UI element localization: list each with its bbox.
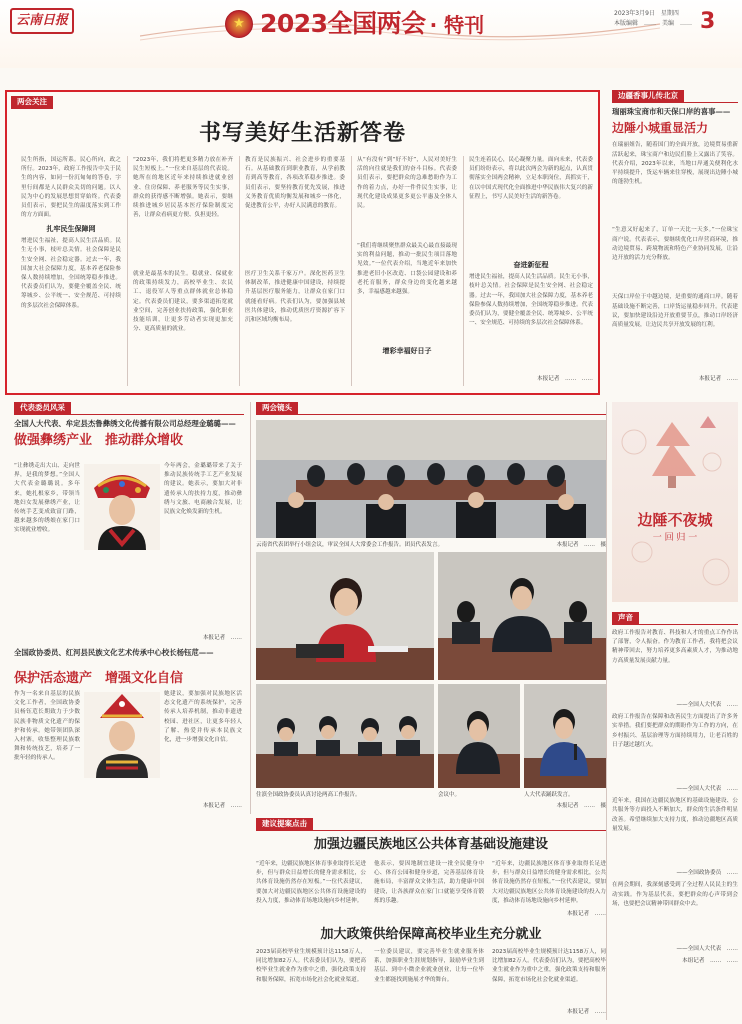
lead-tagrow <box>11 96 594 109</box>
proposal-byline: 本报记者 …… <box>566 1009 606 1015</box>
story-headline: 边陲小城重显活力 <box>612 121 709 135</box>
proposal-headline: 加强边疆民族地区公共体育基础设施建设 <box>313 837 548 852</box>
lead-subhead: 扎牢民生保障网 <box>46 225 96 233</box>
meeting-photo <box>256 420 606 538</box>
section-tag: 两会镜头 <box>256 402 298 415</box>
lead-column-4 <box>357 156 457 392</box>
section-tag: 建议提案点击 <box>256 818 313 831</box>
editor-line: 本版编辑 …… 美编 …… <box>614 20 693 27</box>
lead-byline: 本报记者 …… …… <box>537 376 593 383</box>
section-tag: 代表委员风采 <box>14 402 71 415</box>
voice-column <box>612 612 738 1020</box>
portrait-photo <box>84 692 160 778</box>
photo-caption: 人大代表踊跃发言。 <box>524 792 574 798</box>
delegate-photo <box>256 552 434 680</box>
voice-quote: 政府工作报告对教育、科技和人才的重点工作作出了部署，令人振奋。作为教育工作者，我将把会议精神带回去，努力培养更多高素质人才，为推动地方高质量发展贡献力量。 <box>612 630 738 664</box>
lead-headline: 书写美好生活新答卷 <box>198 120 406 146</box>
story-paragraph: 在瑞丽姐告，随着国门的全面开放，边境贸易重新活跃起来，珠宝商户和边民们脸上又露出了笑容。代表介绍，2023年以来，当地口岸通关便利化水平持续提升，货运车辆来往穿梭，展现出边陲小城的蓬勃生机。 <box>612 142 738 186</box>
lead-paragraph: 民生连着民心，民心凝聚力量。面向未来，代表委员们纷纷表示，将以此次两会为新的起点，认真贯彻落实全国两会精神，立足本职岗位，真抓实干，在以中国式现代化全面推进中华民族伟大复兴的新征程上，书写人民美好生活的新答卷。 <box>469 157 593 200</box>
voice-byline: 本组记者 …… …… <box>682 958 738 965</box>
photo-credit: 本报记者 …… 摄 <box>556 803 606 809</box>
right-top-story <box>612 90 738 395</box>
profile-kicker: 全国政协委员、红河县民族文化艺术传承中心校长杨钰苊—— <box>14 648 214 657</box>
delegate-speaking-photo <box>524 684 606 788</box>
profile-kicker: 全国人大代表、牟定县杰鲁彝绣文化传播有限公司总经理金璐璐—— <box>14 419 236 428</box>
voice-attribution: ——全国人大代表 …… <box>676 702 738 708</box>
lead-paragraph: 教育是民族振兴、社会进步的重要基石。从基础教育到职业教育，从学前教育到高等教育，各项改革稳步推进。委员们表示，要坚持教育优先发展，推进义务教育优质均衡发展和城乡一体化，促进教育公平，办好人民满意的教育。 <box>245 157 345 210</box>
page-number: 3 <box>700 9 716 34</box>
photo-gallery <box>256 402 606 814</box>
profile-byline: 本报记者 …… <box>202 803 242 809</box>
section-tag: 声音 <box>612 612 639 625</box>
proposal-paragraph: 一位委员建议，要完善毕业生就业服务体系，加强职业生涯规划指导，鼓励毕业生到基层、到中小微企业就业创业，让每一位毕业生都能找到施展才华的舞台。 <box>374 949 484 983</box>
profile-paragraph: 今年两会，金璐璐带来了关于推动民族传统手工艺产业发展的建议。她表示，要加大对非遗传承人的扶持力度，推动彝绣与文旅、电商融合发展，让民族文化焕发新的生机。 <box>164 463 242 516</box>
lead-column-3 <box>245 156 345 392</box>
ad-pattern-graphic <box>612 402 738 602</box>
profile-headline: 保护活态遗产 增强文化自信 <box>14 671 184 686</box>
date-line: 2023年3月9日 星期四 <box>614 10 679 17</box>
lead-story <box>5 90 600 395</box>
voice-attribution: ——全国人大代表 …… <box>676 946 738 953</box>
lead-subhead: 奋进新征程 <box>513 261 549 269</box>
lead-paragraph: 就业是最基本的民生。稳就业、保就业的政策持续发力，高校毕业生、农民工、退役军人等重点群体就业总体稳定。代表委员们建议，要多渠道拓宽就业空间，完善创业扶持政策，强化职业技能培训，让更多劳动者实现更加充分、更高质量的就业。 <box>133 271 233 333</box>
ad-headline: 边陲不夜城 <box>637 511 713 529</box>
banner-title: 2023全国两会 · 特刊 <box>260 9 485 38</box>
lead-paragraph: 增进民生福祉，提高人民生活品质。民生无小事，枝叶总关情。社会保障是民生安全网、社会稳定器。过去一年，我国加大社会保障力度，基本养老保险参保人数持续增加，全国统筹稳步推进。代表委员们认为，要健全覆盖全民、统筹城乡、公平统一、安全规范、可持续的多层次社会保障体系。 <box>21 238 121 309</box>
lead-column-1 <box>21 156 121 392</box>
lead-paragraph: “我们将继续聚焦群众最关心最直接最现实的利益问题，推动一批民生项目落地见效。”一位代表介绍，当地近年来加快推进老旧小区改造、口袋公园建设和养老托育服务，群众身边的变化越来越多，幸福感越来越强。 <box>357 243 457 296</box>
photo-caption: 会议中。 <box>438 792 461 798</box>
proposal-byline: 本报记者 …… <box>566 911 606 917</box>
tourism-ad <box>612 402 738 602</box>
profile-headline: 做强彝绣产业 推动群众增收 <box>14 433 184 448</box>
voice-quote: 近年来，我国在边疆民族地区的基础设施建设、公共服务等方面投入不断加大，群众的生活条件明显改善。希望继续加大支持力度，推动边疆地区高质量发展。 <box>612 798 738 832</box>
delegate-photo <box>438 552 606 680</box>
national-emblem-icon: ★ <box>225 10 253 38</box>
voice-attribution: ——全国人大代表 …… <box>676 786 738 793</box>
voice-quote: 政府工作报告在保障和改善民生方面提出了许多务实举措。我们要把群众的期盼作为工作的方向，在乡村振兴、基层治理等方面持续用力，让老百姓的日子越过越红火。 <box>612 714 738 748</box>
proposal-paragraph: “近年来，边疆民族地区体育事业取得长足进步，但与群众日益增长的健身需求相比，公共体育设施仍然存在短板。”一位代表建议，要加大对边疆民族地区公共体育设施建设的投入力度，推动体育场地设施向乡村延伸。 <box>256 861 366 904</box>
voice-quote: 在两会期间，我深刻感受到了全过程人民民主的生动实践。作为基层代表，要把群众的心声带到会场，也要把会议精神带回群众中去。 <box>612 882 738 907</box>
proposal-paragraph: 2023届高校毕业生规模预计达1158万人，同比增加82万人。代表委员们认为，要把高校毕业生就业作为重中之重，强化政策支持和服务保障，拓宽市场化社会化就业渠道。 <box>256 949 366 983</box>
profile-paragraph: 作为一名来自基层的民族文化工作者，全国政协委员杨钰苊长期致力于少数民族非物质文化遗产的保护和传承。她带领团队深入村寨，收集整理民族歌舞和传统技艺，培养了一批年轻的传承人。 <box>14 691 80 762</box>
cppcc-photo <box>256 684 434 788</box>
proposal-paragraph: “近年来，边疆民族地区体育事业取得长足进步，但与群众日益增长的健身需求相比，公共体育设施仍然存在短板。”一位代表建议，要加大对边疆民族地区公共体育设施建设的投入力度，推动体育场地设施向乡村延伸。 <box>492 861 606 904</box>
lead-paragraph: 增进民生福祉，提高人民生活品质。民生无小事，枝叶总关情。社会保障是民生安全网、社会稳定器。过去一年，我国加大社会保障力度，基本养老保险参保人数持续增加，全国统筹稳步推进。代表委员们认为，要健全覆盖全民、统筹城乡、公平统一、安全规范、可持续的多层次社会保障体系。 <box>469 274 593 327</box>
profiles-column <box>14 402 244 814</box>
ad-subline: 一 回 归 一 <box>652 533 698 543</box>
profile-paragraph: “让彝绣走出大山、走向世界，是我的梦想。”全国人大代表金璐璐说。多年来，她扎根家乡，带领当地妇女发展彝绣产业，让传统手艺变成致富门路，越来越多的绣娘在家门口实现就业增收。 <box>14 463 80 534</box>
masthead <box>0 0 742 68</box>
story-paragraph: 天保口岸位于中越边境，是重要的通商口岸。随着基础设施不断完善，口岸货运量稳步回升。代表建议，要加快建设沿边开放重要节点，推动口岸经济高质量发展，让边民共享开放发展的红利。 <box>612 294 738 328</box>
portrait-photo <box>84 464 160 550</box>
voice-attribution: ——全国政协委员 …… <box>676 870 738 877</box>
story-paragraph: “生意又好起来了，订单一天比一天多。”一位珠宝商户说。代表表示，要继续优化口岸营商环境，推动边境贸易、跨境物流和特色产业协同发展，让沿边开放的活力充分释放。 <box>612 227 738 261</box>
proposals-section <box>256 818 606 1020</box>
session-photo <box>438 684 520 788</box>
lead-paragraph: 民生所指，国运所系。民心所向，政之所行。2023年，政府工作报告中关于民生的内容，如同一份沉甸甸的答卷，字里行间都是人民群众关切的问题。以人民为中心的发展思想贯穿始终。代表委员们表示，要把民生的温度落实到工作的方方面面。 <box>21 157 121 219</box>
lead-paragraph: 从“有没有”到“好不好”，人民对美好生活的向往就是我们的奋斗目标。代表委员们表示，要把群众的急难愁盼作为工作的着力点，办好一件件民生实事，让现代化建设成果更多更公平惠及全体人民。 <box>357 157 457 210</box>
photo-credit: 本报记者 …… 摄 <box>556 542 606 548</box>
proposal-headline: 加大政策供给保障高校毕业生充分就业 <box>320 927 542 942</box>
proposal-paragraph: 他表示，要因地制宜建设一批全民健身中心、体育公园和健身步道，完善基层体育设施布局，丰富群众文体生活，助力健康中国建设，让各族群众在家门口就能享受体育锻炼的乐趣。 <box>374 861 484 904</box>
section-tag: 边疆香事儿传北京 <box>612 90 684 103</box>
photo-caption: 住滇全国政协委员认真讨论两高工作报告。 <box>256 792 361 798</box>
lead-paragraph: “2023年，我们将把更多精力放在补齐民生短板上。”一位来自基层的代表说。她所在的地区近年来持续推进就业创业、住房保障、养老服务等民生实事，群众的获得感不断增强。她表示，要继续推进城乡居民基本医疗保险制度完善，让群众看病更方便、负担更轻。 <box>133 157 233 219</box>
section-tag: 两会关注 <box>11 96 53 109</box>
photo-caption: 云南省代表团举行小组会议，审议全国人大常委会工作报告。团员代表发言。 <box>256 542 444 548</box>
lead-column-2 <box>133 156 233 392</box>
profile-byline: 本报记者 …… <box>202 635 242 641</box>
story-kicker: 瑞丽珠宝商市和天保口岸的喜事—— <box>612 107 731 116</box>
story-byline: 本报记者 …… <box>698 376 738 383</box>
lead-paragraph: 医疗卫生关系千家万户。深化医药卫生体制改革，推进健康中国建设，持续提升基层医疗服务能力，让群众在家门口就能看好病。代表们认为，要加强县域医共体建设，推动优质医疗资源扩容下沉和区域均衡布局。 <box>245 271 345 324</box>
lead-subhead: 增彩幸福好日子 <box>382 347 432 355</box>
profile-paragraph: 她建议，要加强对民族地区活态文化遗产的系统保护，完善传承人培养机制，推动非遗进校园、进社区，让更多年轻人了解、热爱并传承本民族文化，进一步增强文化自信。 <box>164 691 242 744</box>
lead-column-5 <box>469 156 593 392</box>
newspaper-logo: 云南日报 <box>10 8 74 34</box>
proposal-paragraph: 2023届高校毕业生规模预计达1158万人，同比增加82万人。代表委员们认为，要把高校毕业生就业作为重中之重，强化政策支持和服务保障，拓宽市场化社会化就业渠道。 <box>492 949 606 983</box>
